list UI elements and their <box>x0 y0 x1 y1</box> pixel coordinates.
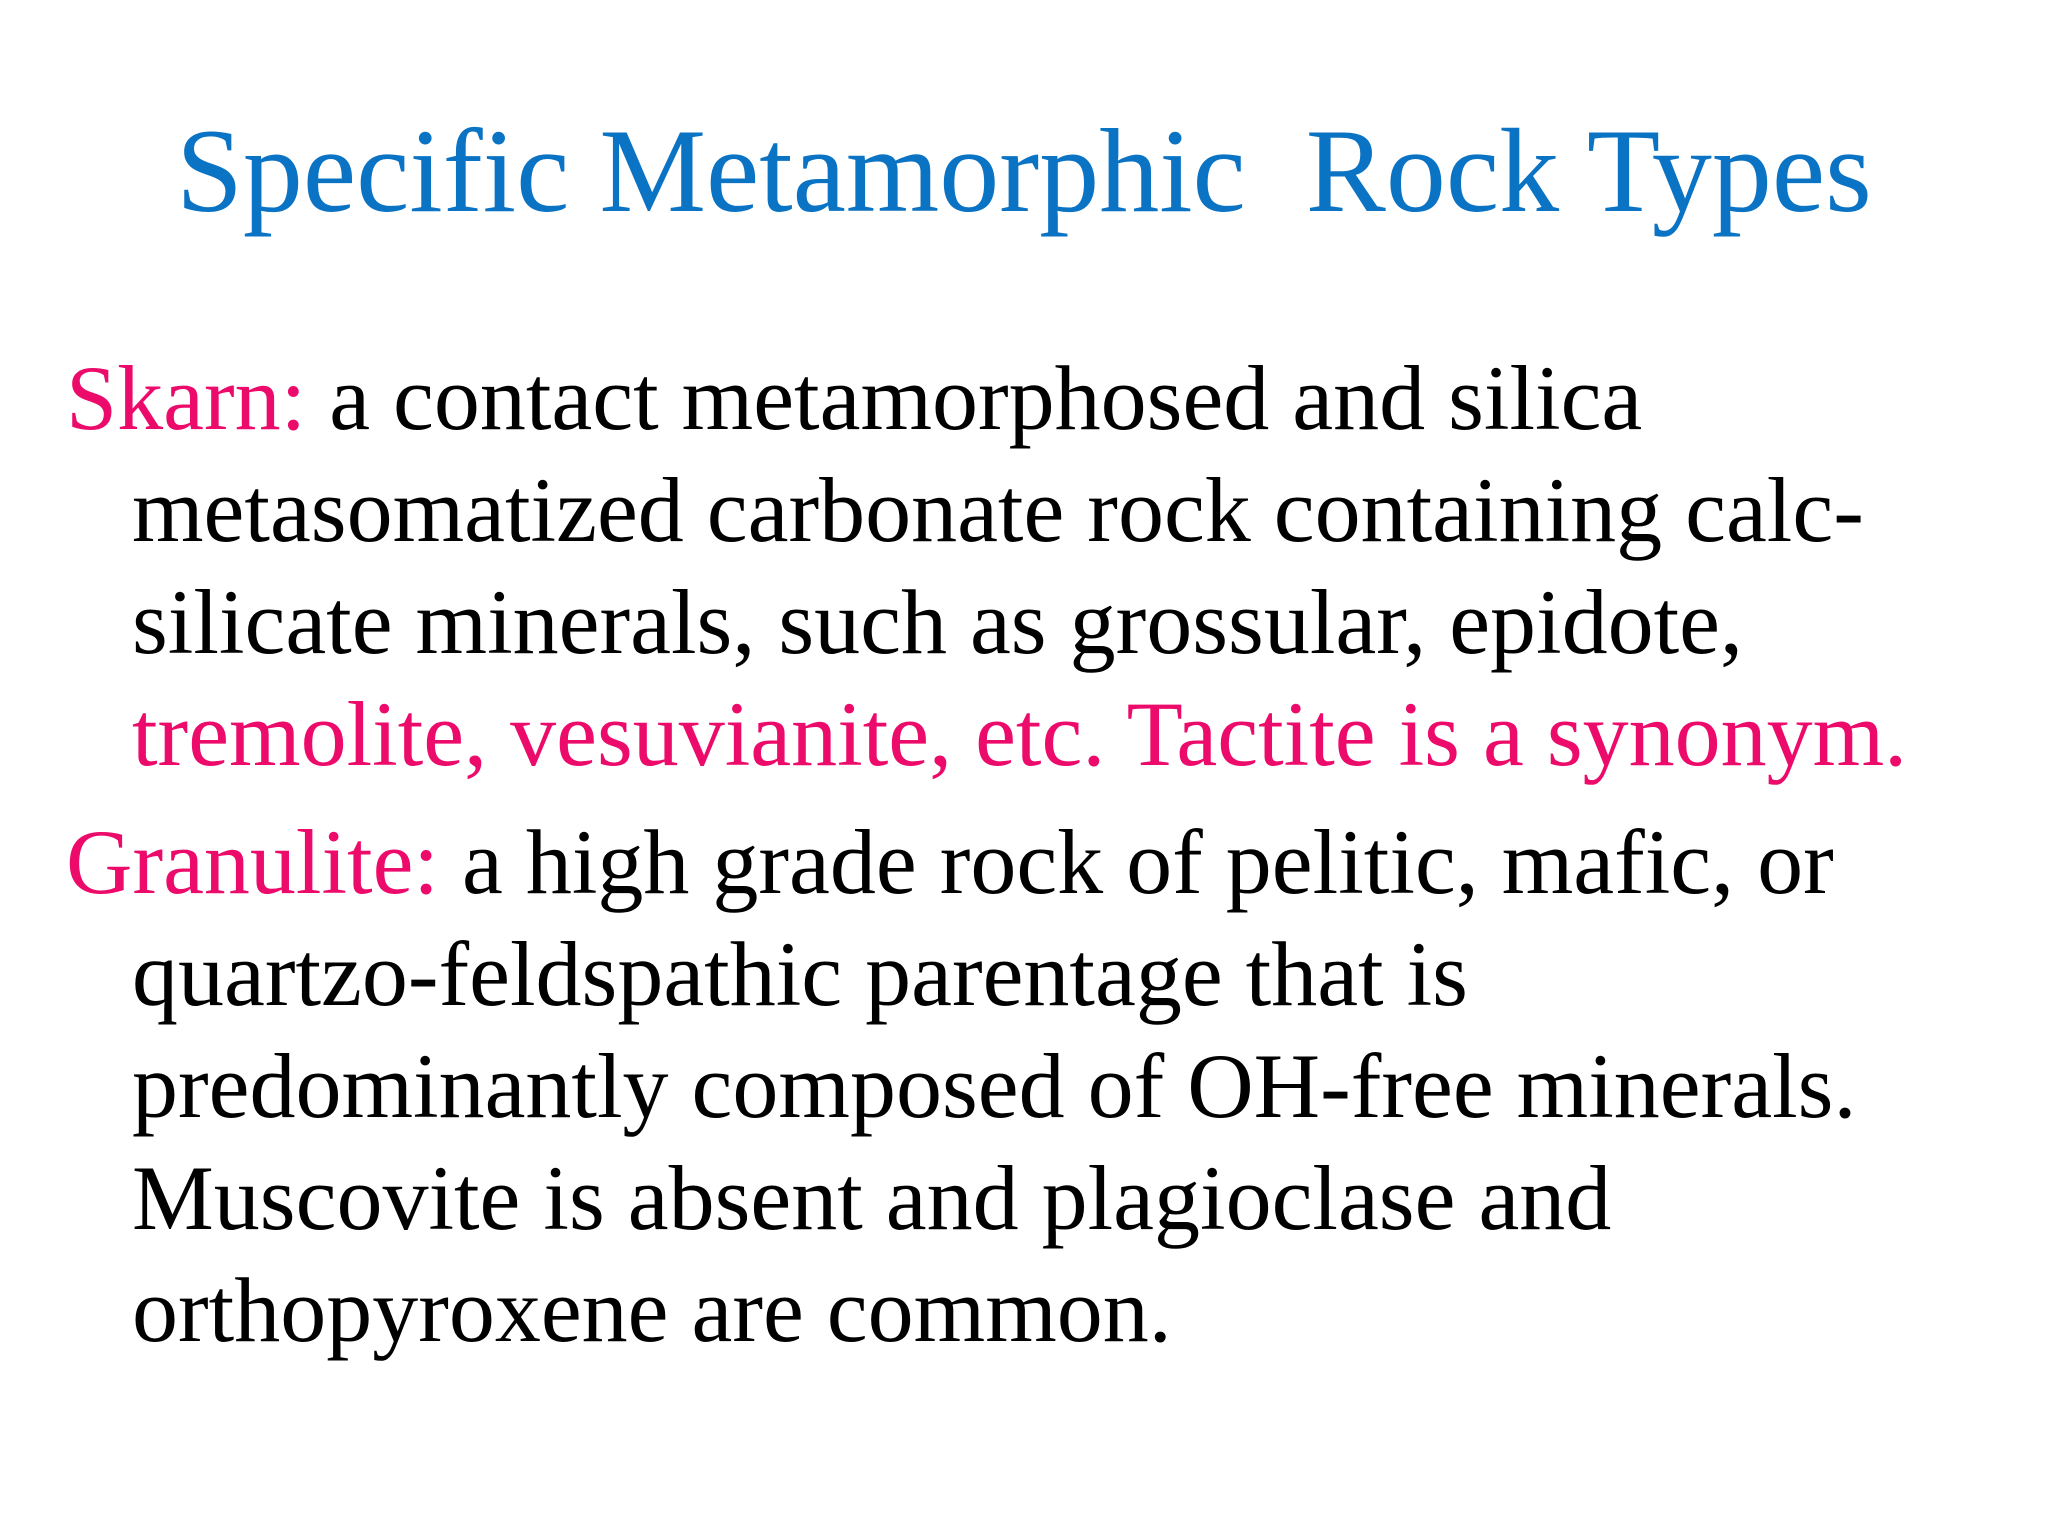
definition-skarn <box>66 342 2006 790</box>
definition-line: predominantly composed of OH-free minerals. <box>132 1035 1857 1137</box>
definition-text: a contact metamorphosed and silica <box>329 347 1643 449</box>
definition-line: quartzo-feldspathic parentage that is <box>132 923 1468 1025</box>
definition-line <box>66 806 2006 918</box>
definition-line <box>66 342 2006 454</box>
definition-line: metasomatized carbonate rock containing calc- <box>132 459 1864 561</box>
definition-granulite <box>66 806 2006 1366</box>
term-skarn: Skarn: <box>66 347 307 449</box>
definition-line: Muscovite is absent and plagioclase and <box>132 1147 1612 1249</box>
definition-text: a high grade rock of pelitic, mafic, or <box>462 811 1834 913</box>
highlighted-definition-line: tremolite, vesuvianite, etc. Tactite is a synonym. <box>132 683 1908 785</box>
definition-line: silicate minerals, such as grossular, epidote, <box>132 571 1743 673</box>
definition-line: orthopyroxene are common. <box>132 1259 1172 1361</box>
term-granulite: Granulite: <box>66 811 439 913</box>
slide-title: Specific Metamorphic Rock Types <box>176 104 1872 237</box>
